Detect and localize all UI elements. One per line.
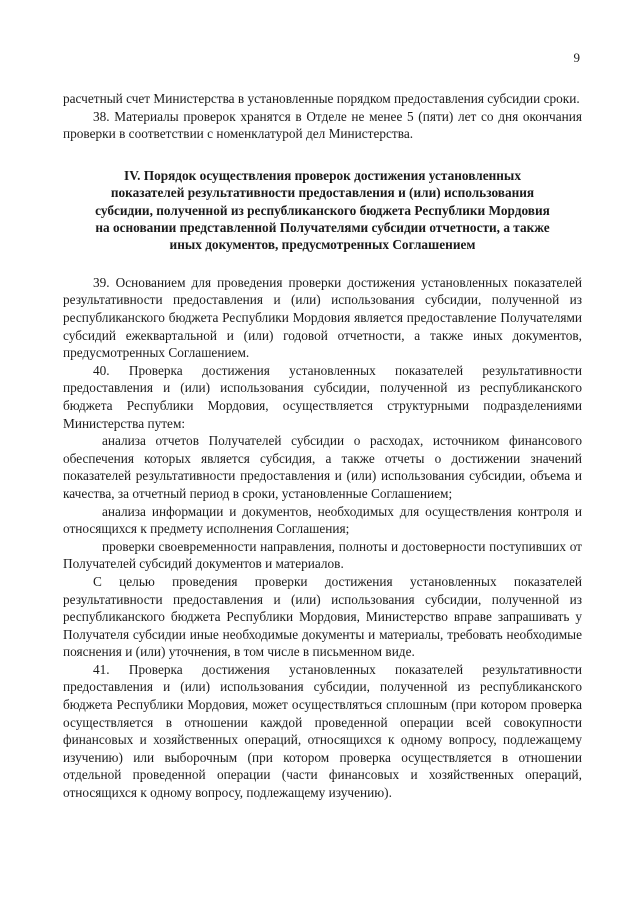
heading-line: иных документов, предусмотренных Соглашением bbox=[169, 237, 476, 253]
page-number: 9 bbox=[573, 50, 580, 65]
heading-line: на основании представленной Получателями субсидии отчетности, а также bbox=[95, 220, 550, 235]
paragraph-39: 39. Основанием для проведения проверки достижения установленных показателей результативности предоставления и (или) использования субсидии, полученной из республиканского бюджета Республики Мордовия является предоставление Получателями субсидий ежеквартальной и (или) годовой отчетности, а также иных документов, предусмотренных Соглашением. bbox=[63, 274, 582, 361]
paragraph-40-item-analysis-reports: анализа отчетов Получателей субсидии о расходах, источником финансового обеспечения которых является субсидия, а также отчеты о достижении значений показателей результативности предоставления и (или) использования субсидии, объема и качества, за отчетный период в сроки, установленные Соглашением; bbox=[63, 433, 582, 501]
heading-line: показателей результативности предоставления и (или) использования bbox=[110, 185, 535, 201]
paragraph-41: 41. Проверка достижения установленных показателей результативности предоставления и (или) использования субсидии, полученной из республиканского бюджета Республики Мордовия, может осуществляться сплошным (при котором проверка осуществляется в отношении каждой проведенной операции всей совокупности финансовых и хозяйственных операций, относящихся к одному вопросу, подлежащему изучению) или выборочным (при котором проверка осуществляется в отношении отдельной проведенной операции (части финансовых и хозяйственных операций, относящихся к одному вопросу, подлежащему изучению). bbox=[63, 661, 582, 801]
paragraph-40-item-verification: проверки своевременности направления, полноты и достоверности поступивших от Получателей субсидий документов и материалов. bbox=[63, 538, 582, 572]
paragraph-continued: расчетный счет Министерства в установленные порядком предоставления субсидии сроки. bbox=[63, 91, 580, 106]
paragraph-40-item-analysis-info: анализа информации и документов, необходимых для осуществления контроля и относящихся к предмету исполнения Соглашения; bbox=[63, 503, 582, 537]
heading-line: субсидии, полученной из республиканского бюджета Республики Мордовия bbox=[95, 202, 550, 218]
heading-line: IV. Порядок осуществления проверок достижения установленных bbox=[124, 167, 521, 183]
paragraph-38: 38. Материалы проверок хранятся в Отделе не менее 5 (пяти) лет со дня окончания проверки в соответствии с номенклатурой дел Министерства. bbox=[63, 108, 582, 142]
section-heading bbox=[77, 167, 568, 254]
paragraph-40-requests: С целью проведения проверки достижения установленных показателей результативности предоставления и (или) использования субсидии, полученной из республиканского бюджета Республики Мордовия, Министерство вправе запрашивать у Получателя субсидии иные необходимые документы и материалы, требовать необходимые пояснения и (или) уточнения, в том числе в письменном виде. bbox=[63, 573, 582, 660]
paragraph-40: 40. Проверка достижения установленных показателей результативности предоставления и (или) использования субсидии, полученной из республиканского бюджета Республики Мордовия, осуществляется структурными подразделениями Министерства путем: bbox=[63, 362, 582, 431]
